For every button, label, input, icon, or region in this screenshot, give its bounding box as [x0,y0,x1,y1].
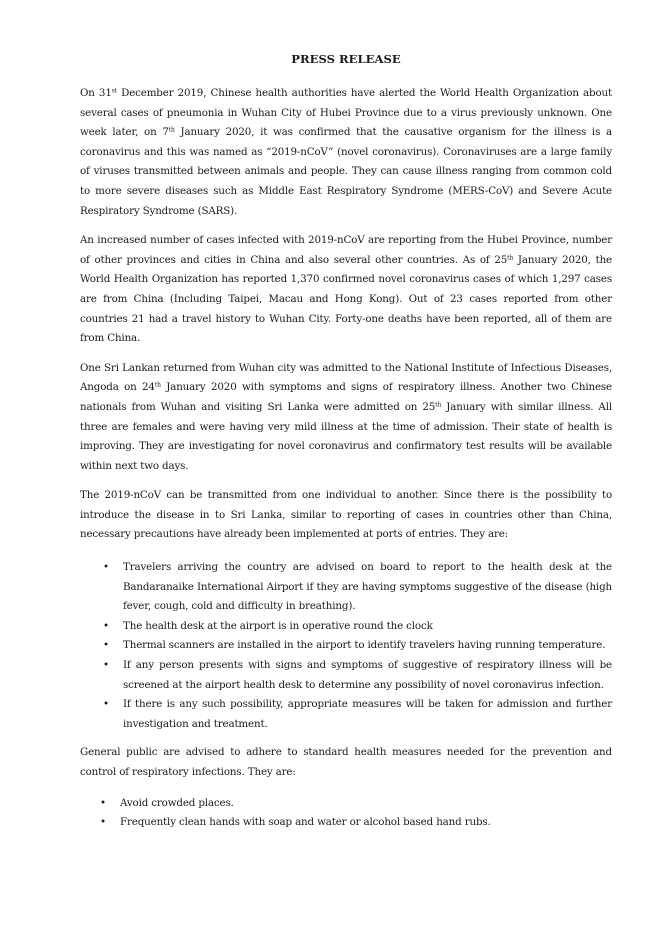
bullet-icon: • [103,619,109,632]
bullet-icon: • [103,639,109,652]
bullet-icon: • [103,698,109,711]
list-item: • If there is any such possibility, appropriate measures will be taken for admission and further investigation and treatment. [80,695,612,734]
paragraph-outbreak-origin: On 31st December 2019, Chinese health authorities have alerted the World Health Organization about several cases of pneumonia in Wuhan City of Hubei Province due to a virus previously unknown. One week later, on 7th January 2020, it was confirmed that the causative organism for the illness is a coronavirus and this was named as “2019-nCoV” (novel coronavirus). Coronaviruses are a large family of viruses transmitted between animals and people. They can cause illness ranging from common cold to more severe diseases such as Middle East Respiratory Syndrome (MERS-CoV) and Severe Acute Respiratory Syndrome (SARS). [80,87,613,217]
list-item: • Thermal scanners are installed in the airport to identify travelers having running temperature. [80,636,612,656]
paragraph-sri-lanka-cases: One Sri Lankan returned from Wuhan city was admitted to the National Institute of Infectious Diseases, Angoda on 24th January 2020 with symptoms and signs of respiratory illness. Another two Chinese nationals from Wuhan and visiting Sri Lanka were admitted on 25th January with similar illness. All three are females and were having very mild illness at the time of admission. Their state of health is improving. They are investigating for novel coronavirus and confirmatory test results will be available within next two days. [80,361,612,472]
precautions-list [80,558,612,734]
public-measures-list [80,794,612,833]
document-page [80,50,612,842]
list-item: • Frequently clean hands with soap and water or alcohol based hand rubs. [80,813,612,833]
list-item: • Avoid crowded places. [80,794,612,814]
bullet-icon: • [103,561,109,574]
list-item: • The health desk at the airport is in operative round the clock [80,617,612,637]
page-title: PRESS RELEASE [291,52,401,66]
bullet-icon: • [100,796,106,809]
bullet-icon: • [100,816,106,829]
paragraph-case-statistics: An increased number of cases infected with 2019-nCoV are reporting from the Hubei Province, number of other provinces and cities in China and also several other countries. As of 25th January 2020, the World Health Organization has reported 1,370 confirmed novel coronavirus cases of which 1,297 cases are from China (Including Taipei, Macau and Hong Kong). Out of 23 cases reported from other countries 21 had a travel history to Wuhan City. Forty-one deaths have been reported, all of them are from China. [80,234,612,345]
list-item: • Travelers arriving the country are advised on board to report to the health desk at the Bandaranaike International Airport if they are having symptoms suggestive of the disease (high fever, cough, cold and difficulty in breathing). [80,558,612,617]
list-item: • If any person presents with signs and symptoms of suggestive of respiratory illness will be screened at the airport health desk to determine any possibility of novel coronavirus infection. [80,656,612,695]
paragraph-public-advice: General public are advised to adhere to standard health measures needed for the prevention and control of respiratory infections. They are: [80,746,612,778]
bullet-icon: • [103,659,109,672]
paragraph-transmission-precautions: The 2019-nCoV can be transmitted from one individual to another. Since there is the possibility to introduce the disease in to Sri Lanka, similar to reporting of cases in countries other than China, necessary precautions have already been implemented at ports of entries. They are: [80,489,612,541]
